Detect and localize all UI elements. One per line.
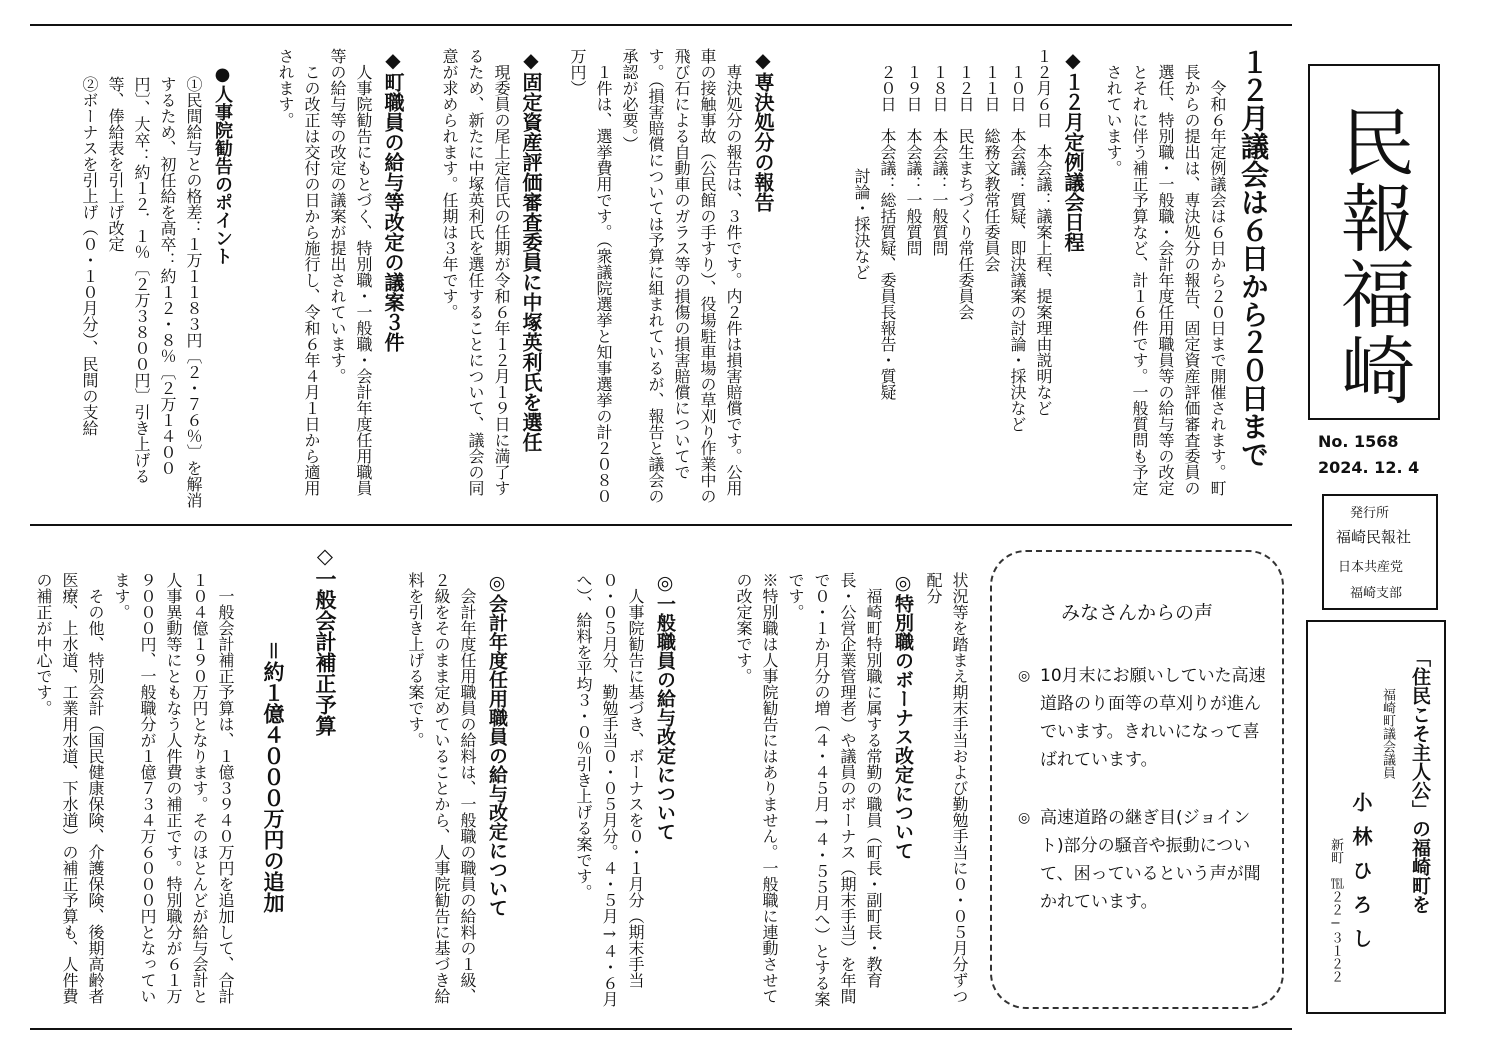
ippan-body: 人事院勧告に基づき、ボーナスを０・１月分（期末手当０・０５月分、勤勉手当０・０５月分。４・５月→４・６月へ）、給料を平均３・０％引き上げる案です。 — [574, 572, 645, 1007]
voice-text: 高速道路の継ぎ目(ジョイント)部分の騒音や振動について、困っているという声が聞かれています。 — [1040, 808, 1261, 912]
senketsu-body: 専決処分の報告は、３件です。内２件は損害賠償です。公用車の接触事故（公民館の手すり）、役場駐車場の草刈り作業中の飛び石による自動車のガラス等の損傷の損害賠償についてです。（損害賠償については予算に組まれているが、報告と議会の承認が必要。） — [620, 48, 743, 504]
tokubetsu-heading: ◎特別職のボーナス改定について — [892, 572, 914, 860]
ippan-heading: ◎一般職員の給与改定について — [654, 572, 676, 841]
ippan-block — [570, 572, 682, 1012]
points-p1: ①民間給与との格差：１万１１８３円〔２・７６％〕を解消するため、初任給を高卒：約１２・８％〔２万１４００円〕、大卒：約１２．１％〔２万３８００円〕引き上げる等、俸給表を引上げ改定 — [106, 76, 203, 508]
session-intro-text: 令和６年定例議会は６日から２０日まで開催されます。町長からの提出は、専決処分の報告、固定資産評価審査委員の選任、特別職・一般職・会計年度任用職員等の給与等の改定とそれに伴う補正予算など、計１６件です。一般質問も予定されています。 — [1104, 64, 1227, 496]
schedule-item: １９日 本会議：一般質問 — [904, 64, 923, 256]
kyuyo-heading: ◆町職員の給与等改定の議案３件 — [381, 48, 405, 352]
tokubetsu-body: 福崎町特別職に属する常勤の職員（町長・副町長・教育長・公営企業管理者）や議員のボーナス（期末手当）を年間で０・１か月分の増（４・４５月→４・５５月へ）とする案です。 — [786, 572, 883, 1007]
double-circle-icon: ◎ — [1018, 810, 1031, 826]
hosei-body: 一般会計補正予算は、１億３９４０万円を追加して、合計１０４億１９０万円となります。そのほとんどが給与会計と人事異動等にともなう人件費の補正です。特別職分が６１万９０００円、一般職分が１億７３４万６０００円となっています。 — [112, 572, 235, 1004]
publisher-name: 福崎民報社 — [1336, 528, 1412, 546]
double-circle-icon: ◎ — [1018, 668, 1031, 684]
voices-box — [990, 550, 1284, 1009]
session-headline: １２月議会は６日から２０日まで — [1237, 48, 1270, 468]
masthead-title: 民報福崎 — [1329, 104, 1415, 408]
schedule-item: １８日 本会議：一般質問 — [930, 64, 949, 256]
publisher-label: 発行所 — [1350, 506, 1390, 521]
voice-text: 10月末にお願いしていた高速道路のり面等の草刈りが進んでいます。きれいになって喜ばれています。 — [1040, 666, 1266, 770]
slogan-name: 小林ひろし — [1349, 792, 1373, 962]
voice-item — [1018, 662, 1268, 774]
schedule-item: １０日 本会議：質疑、即決議案の討論・採決など — [1008, 64, 1027, 432]
schedule-heading: ◆１２月定例議会日程 — [1061, 48, 1085, 252]
tokubetsu-note: ※特別職は人事院勧告にはありません。一般職に連動させての改定案です。 — [734, 572, 779, 1004]
kotei-heading: ◆固定資産評価審査委員に中塚英利氏を選任 — [519, 48, 543, 452]
points-heading: ●人事院勧告のポイント — [212, 64, 233, 265]
hosei-heading: ◇一般会計補正予算 — [313, 544, 337, 736]
kaikei-block — [402, 572, 514, 1012]
kyuyo-block — [272, 48, 410, 508]
kaikei-body: 会計年度任用職員の給料は、一般職の職員の給料の１級、２級をそのまま定めていることから、人事院勧告に基づき給料を引き上げる案です。 — [406, 572, 477, 1004]
masthead-box — [1308, 64, 1440, 420]
hosei-block — [30, 572, 238, 1012]
tokubetsu-block — [730, 572, 972, 1012]
session-intro — [1100, 64, 1230, 504]
schedule-item: １２日 民生まちづくり常任委員会 — [956, 64, 975, 320]
slogan-text: 「住民こそ主人公」の福崎町を — [1409, 648, 1431, 914]
middle-rule — [30, 524, 1292, 526]
slogan-box — [1306, 620, 1446, 1014]
schedule-item: １１日 総務文教常任委員会 — [982, 64, 1001, 272]
tokubetsu-cont: 状況等を踏まえ期末手当および勤勉手当に０・０５月分ずつ配分 — [924, 572, 969, 1004]
slogan-role: 福崎町議会議員 — [1380, 688, 1395, 779]
schedule-item: ２０日 本会議：総括質疑、委員長報告・質疑 — [878, 64, 897, 400]
hosei-body2: その他、特別会計（国民健康保険、介護保険、後期高齢者医療、上水道、工業用水道、下水道）の補正予算も、人件費の補正が中心です。 — [34, 572, 105, 1004]
voice-item — [1018, 804, 1268, 916]
slogan-address: 新町 ℡２２−３１２２ — [1328, 838, 1343, 983]
top-rule — [30, 24, 1292, 26]
points-block — [76, 64, 238, 508]
publisher-party: 日本共産党 — [1338, 560, 1404, 575]
points-p2: ②ボーナスを引上げ（０・１０月分）、民間の支給 — [80, 76, 99, 436]
kotei-block — [436, 48, 548, 508]
bottom-rule — [30, 1028, 1292, 1030]
kyuyo-body: 人事院勧告にもとづく、特別職・一般職・会計年度任用職員等の給与等の改定の議案が提出されています。 — [328, 48, 373, 496]
kyuyo-body2: この改正は交付の日から施行し、令和６年４月１日から適用されます。 — [276, 48, 321, 496]
voices-title: みなさんからの声 — [1060, 602, 1213, 624]
senketsu-body2: １件は、選挙費用です。（衆議院選挙と知事選挙の計２０８０万円） — [568, 48, 613, 504]
senketsu-block — [564, 48, 780, 508]
schedule-item: 討論・採決など — [852, 168, 871, 280]
hosei-subheading: ＝約１億４０００万円の追加 — [261, 640, 285, 913]
kotei-body: 現委員の尾上定信氏の任期が令和６年１２月１９日に満了するため、新たに中塚英利氏を選任することについて、議会の同意が求められます。任期は３年です。 — [440, 48, 511, 496]
kaikei-heading: ◎会計年度任用職員の給与改定について — [486, 572, 508, 917]
schedule-block — [848, 48, 1090, 488]
senketsu-heading: ◆専決処分の報告 — [751, 48, 775, 212]
schedule-item: １２月６日 本会議：議案上程、提案理由説明など — [1034, 48, 1053, 416]
issue-number: No. 1568 — [1318, 432, 1399, 451]
issue-date: 2024. 12. 4 — [1318, 458, 1420, 477]
publisher-branch: 福崎支部 — [1350, 586, 1403, 601]
